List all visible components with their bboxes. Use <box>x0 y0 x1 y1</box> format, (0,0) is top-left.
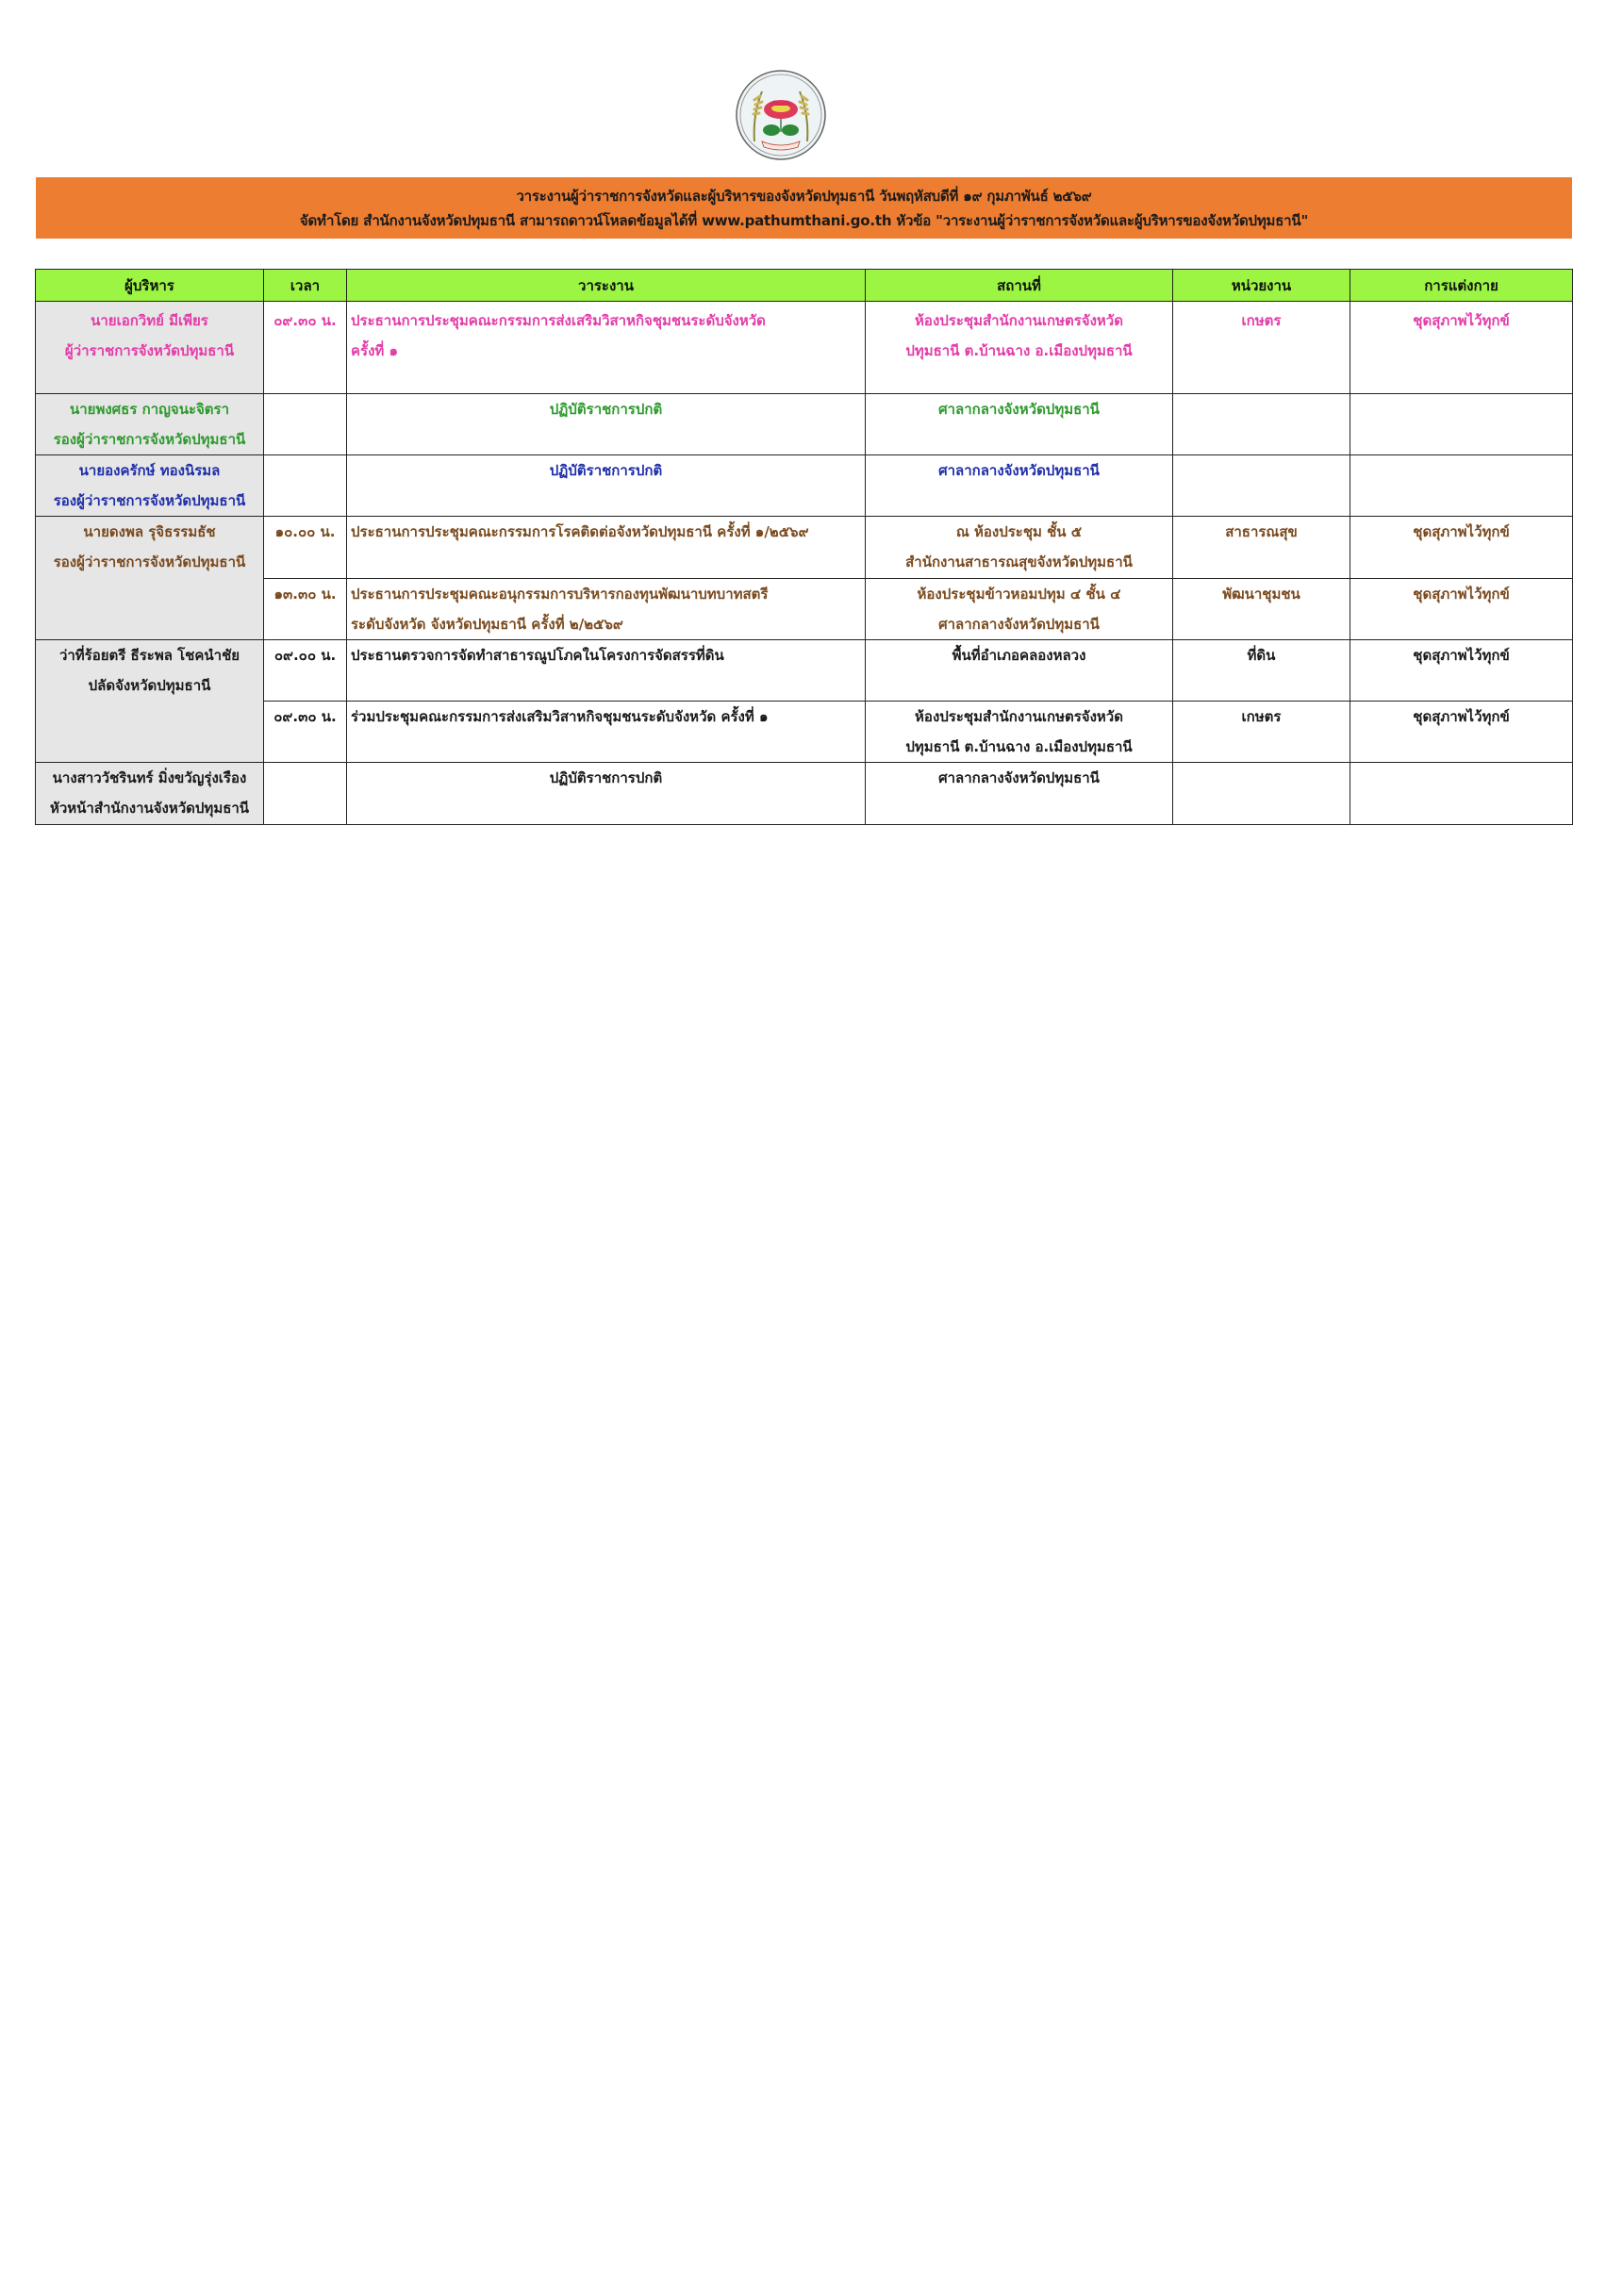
agenda-cell <box>347 763 866 825</box>
unit-value <box>1173 763 1350 770</box>
executive-position: รองผู้ว่าราชการจังหวัดปทุมธานี <box>53 431 246 448</box>
column-header-executive: ผู้บริหาร <box>36 270 264 302</box>
agenda-cell <box>347 640 866 702</box>
time-value <box>264 394 346 402</box>
location-cell <box>866 517 1173 579</box>
column-header-time: เวลา <box>264 270 347 302</box>
executive-name: นายเอกวิทย์ มีเพียร <box>91 312 208 329</box>
column-header-unit: หน่วยงาน <box>1173 270 1350 302</box>
agenda-text: ระดับจังหวัด จังหวัดปทุมธานี ครั้งที่ ๒/๒๕๖๙ <box>351 616 623 633</box>
unit-cell <box>1173 302 1350 394</box>
unit-cell <box>1173 517 1350 579</box>
location-text: สำนักงานสาธารณสุขจังหวัดปทุมธานี <box>905 553 1133 570</box>
executive-cell <box>36 455 264 517</box>
time-value: ๑๐.๐๐ น. <box>274 523 336 540</box>
location-text: ศาลากลางจังหวัดปทุมธานี <box>938 401 1100 418</box>
location-text: ห้องประชุมข้าวหอมปทุม ๔ ชั้น ๔ <box>917 586 1121 603</box>
unit-value: สาธารณสุข <box>1225 523 1298 540</box>
agenda-text: ครั้งที่ ๑ <box>351 342 399 359</box>
location-text: ห้องประชุมสำนักงานเกษตรจังหวัด <box>915 312 1123 329</box>
agenda-cell <box>347 517 866 579</box>
location-text: ศาลากลางจังหวัดปทุมธานี <box>938 616 1100 633</box>
table-row <box>36 302 1573 394</box>
unit-cell <box>1173 702 1350 763</box>
time-cell <box>264 763 347 825</box>
location-cell <box>866 394 1173 455</box>
unit-cell <box>1173 763 1350 825</box>
location-cell <box>866 702 1173 763</box>
column-header-location: สถานที่ <box>866 270 1173 302</box>
agenda-text: ปฏิบัติราชการปกติ <box>549 401 663 418</box>
agenda-text: ประธานการประชุมคณะกรรมการส่งเสริมวิสาหกิจชุมชนระดับจังหวัด <box>351 312 766 329</box>
location-text: ห้องประชุมสำนักงานเกษตรจังหวัด <box>915 708 1123 725</box>
table-row <box>36 640 1573 702</box>
unit-value <box>1173 455 1350 463</box>
location-text: พื้นที่อำเภอคลองหลวง <box>952 647 1086 664</box>
column-header-dress: การแต่งกาย <box>1350 270 1573 302</box>
agenda-cell <box>347 394 866 455</box>
time-cell <box>264 702 347 763</box>
time-cell <box>264 455 347 517</box>
time-value: ๐๙.๐๐ น. <box>273 647 337 664</box>
executive-cell <box>36 394 264 455</box>
location-text: ณ ห้องประชุม ชั้น ๕ <box>955 523 1083 540</box>
table-row <box>36 763 1573 825</box>
table-row <box>36 702 1573 763</box>
dress-value: ชุดสุภาพไว้ทุกข์ <box>1413 586 1510 603</box>
table-row <box>36 455 1573 517</box>
column-header-agenda: วาระงาน <box>347 270 866 302</box>
unit-value <box>1173 394 1350 402</box>
dress-value <box>1350 394 1572 402</box>
executive-name: นายพงศธร กาญจนะจิตรา <box>69 401 230 418</box>
location-cell <box>866 640 1173 702</box>
time-value <box>264 455 346 463</box>
agenda-subtitle: จัดทำโดย สำนักงานจังหวัดปทุมธานี สามารถดาวน์โหลดข้อมูลได้ที่ www.pathumthani.go.th หัวข้อ "วาระงานผู้ว่าราชการจังหวัดและผู้บริหารของจังหวัดปทุมธานี" <box>299 211 1309 229</box>
agenda-text: ปฏิบัติราชการปกติ <box>549 769 663 786</box>
unit-value: พัฒนาชุมชน <box>1222 586 1300 603</box>
agenda-text: ประธานการประชุมคณะอนุกรรมการบริหารกองทุนพัฒนาบทบาทสตรี <box>351 586 769 603</box>
executive-position: ผู้ว่าราชการจังหวัดปทุมธานี <box>64 342 235 359</box>
executive-cell <box>36 517 264 640</box>
dress-value: ชุดสุภาพไว้ทุกข์ <box>1413 523 1510 540</box>
time-cell <box>264 517 347 579</box>
table-row <box>36 517 1573 579</box>
executive-name: ว่าที่ร้อยตรี ธีระพล โชคนำชัย <box>58 647 240 664</box>
time-value <box>264 763 346 770</box>
location-text: ปทุมธานี ต.บ้านฉาง อ.เมืองปทุมธานี <box>905 342 1133 359</box>
agenda-text: ประธานการประชุมคณะกรรมการโรคติดต่อจังหวัดปทุมธานี ครั้งที่ ๑/๒๕๖๙ <box>351 523 809 540</box>
time-value: ๑๓.๓๐ น. <box>273 586 337 603</box>
agenda-cell <box>347 702 866 763</box>
unit-value: เกษตร <box>1241 312 1282 329</box>
unit-value: เกษตร <box>1241 708 1282 725</box>
executive-position: ปลัดจังหวัดปทุมธานี <box>88 677 211 694</box>
dress-value <box>1350 455 1572 463</box>
dress-cell <box>1350 702 1573 763</box>
table-row <box>36 579 1573 640</box>
executive-name: นายดงพล รุจิธรรมธัช <box>83 523 216 540</box>
agenda-text: ร่วมประชุมคณะกรรมการส่งเสริมวิสาหกิจชุมชนระดับจังหวัด ครั้งที่ ๑ <box>351 708 769 725</box>
unit-cell <box>1173 394 1350 455</box>
table-header-row <box>36 270 1573 302</box>
time-cell <box>264 579 347 640</box>
time-cell <box>264 302 347 394</box>
dress-cell <box>1350 455 1573 517</box>
unit-cell <box>1173 579 1350 640</box>
location-text: ปทุมธานี ต.บ้านฉาง อ.เมืองปทุมธานี <box>905 738 1133 755</box>
executive-position: รองผู้ว่าราชการจังหวัดปทุมธานี <box>53 553 246 570</box>
dress-cell <box>1350 640 1573 702</box>
agenda-title: วาระงานผู้ว่าราชการจังหวัดและผู้บริหารของจังหวัดปทุมธานี วันพฤหัสบดีที่ ๑๙ กุมภาพันธ์ ๒๕๖๙ <box>516 187 1092 205</box>
unit-cell <box>1173 455 1350 517</box>
executive-position: รองผู้ว่าราชการจังหวัดปทุมธานี <box>53 492 246 509</box>
dress-cell <box>1350 763 1573 825</box>
location-cell <box>866 579 1173 640</box>
dress-cell <box>1350 579 1573 640</box>
agenda-cell <box>347 455 866 517</box>
agenda-cell <box>347 302 866 394</box>
location-cell <box>866 763 1173 825</box>
executive-cell <box>36 302 264 394</box>
dress-cell <box>1350 302 1573 394</box>
agenda-table <box>35 269 1573 825</box>
executive-name: นางสาววัชรินทร์ มิ่งขวัญรุ่งเรือง <box>52 769 247 786</box>
agenda-cell <box>347 579 866 640</box>
executive-position: หัวหน้าสำนักงานจังหวัดปทุมธานี <box>49 800 250 817</box>
location-text: ศาลากลางจังหวัดปทุมธานี <box>938 462 1100 479</box>
unit-value: ที่ดิน <box>1247 647 1276 664</box>
location-text: ศาลากลางจังหวัดปทุมธานี <box>938 769 1100 786</box>
dress-value: ชุดสุภาพไว้ทุกข์ <box>1413 312 1510 329</box>
location-cell <box>866 455 1173 517</box>
dress-value: ชุดสุภาพไว้ทุกข์ <box>1413 708 1510 725</box>
time-cell <box>264 394 347 455</box>
executive-name: นายองครักษ์ ทองนิรมล <box>78 462 221 479</box>
agenda-text: ปฏิบัติราชการปกติ <box>549 462 663 479</box>
dress-value: ชุดสุภาพไว้ทุกข์ <box>1413 647 1510 664</box>
agenda-text: ประธานตรวจการจัดทำสาธารณูปโภคในโครงการจัดสรรที่ดิน <box>351 647 724 664</box>
time-value: ๐๙.๓๐ น. <box>273 312 337 329</box>
executive-cell <box>36 640 264 763</box>
dress-cell <box>1350 394 1573 455</box>
dress-value <box>1350 763 1572 770</box>
time-cell <box>264 640 347 702</box>
header-banner <box>36 177 1572 239</box>
unit-cell <box>1173 640 1350 702</box>
time-value: ๐๙.๓๐ น. <box>273 708 337 725</box>
dress-cell <box>1350 517 1573 579</box>
province-seal-logo <box>734 68 828 162</box>
executive-cell <box>36 763 264 825</box>
province-seal-icon <box>734 68 828 162</box>
location-cell <box>866 302 1173 394</box>
table-row <box>36 394 1573 455</box>
